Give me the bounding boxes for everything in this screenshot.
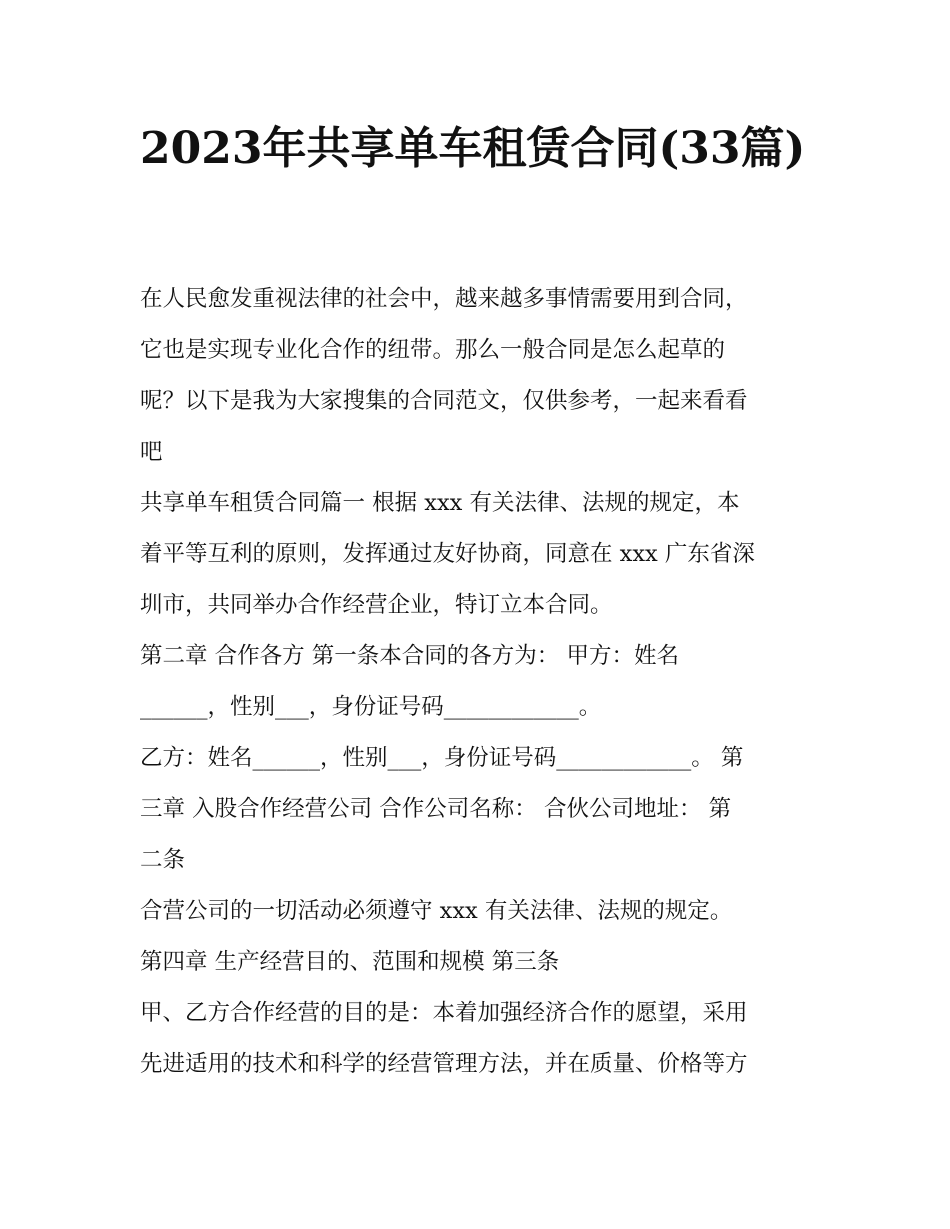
body-line: 先进适用的技术和科学的经营管理方法，并在质量、价格等方 [140,1051,748,1077]
body-line: 在人民愈发重视法律的社会中，越来越多事情需要用到合同， [140,286,748,312]
body-line: 第二章 合作各方 第一条本合同的各方为： 甲方：姓名 [140,643,679,669]
body-line: 吧 [140,439,163,465]
body-line: 共享单车租赁合同篇一 根据 xxx 有关法律、法规的规定，本 [140,490,740,516]
body-line: 乙方：姓名______，性别___，身份证号码____________。 第 [140,745,744,771]
body-line: 着平等互利的原则，发挥通过友好协商，同意在 xxx 广东省深 [140,541,755,567]
body-line: 圳市，共同举办合作经营企业，特订立本合同。 [140,592,613,618]
body-line: ______，性别___，身份证号码____________。 [140,694,602,720]
body-line: 呢？以下是我为大家搜集的合同范文，仅供参考，一起来看看 [140,388,748,414]
body-line: 合营公司的一切活动必须遵守 xxx 有关法律、法规的规定。 [140,898,733,924]
body-line: 第四章 生产经营目的、范围和规模 第三条 [140,949,560,975]
body-line: 二条 [140,847,186,873]
body-line: 三章 入股合作经营公司 合作公司名称： 合伙公司地址： 第 [140,796,732,822]
body-line: 它也是实现专业化合作的纽带。那么一般合同是怎么起草的 [140,337,726,363]
document-title: 2023年共享单车租赁合同(33篇) [140,123,806,174]
body-line: 甲、乙方合作经营的目的是：本着加强经济合作的愿望，采用 [140,1000,748,1026]
